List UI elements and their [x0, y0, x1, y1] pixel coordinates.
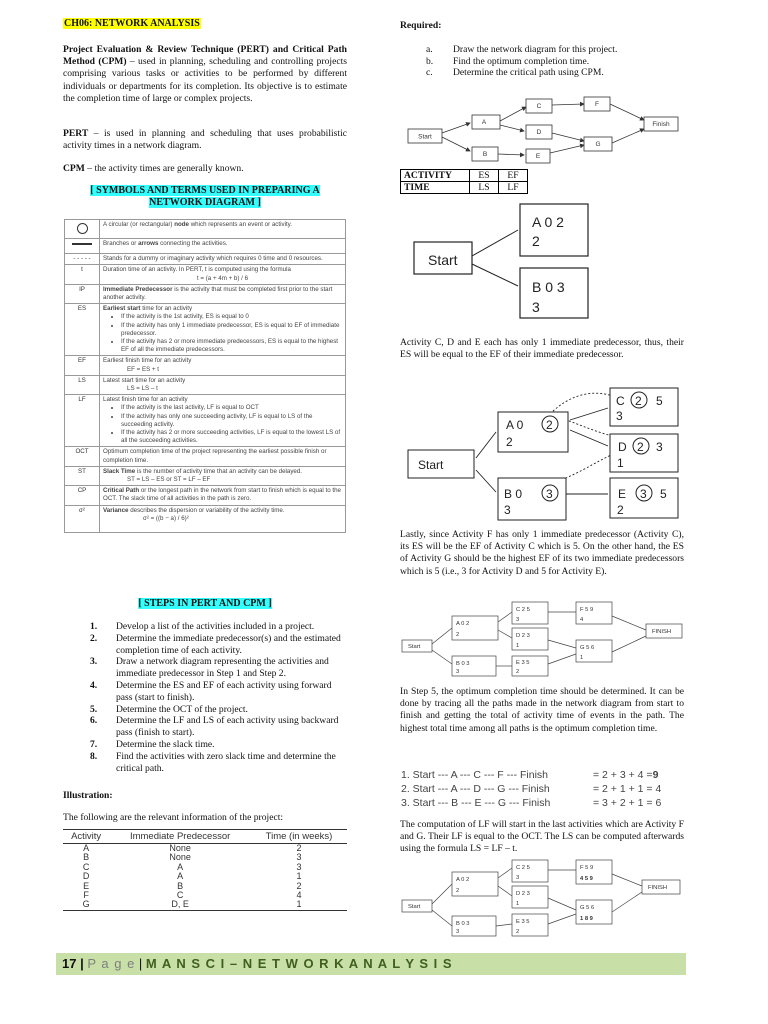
fp-d-ef: 3 — [656, 440, 663, 454]
step-text: Determine the OCT of the project. — [116, 703, 248, 715]
ff-e-t: 2 — [516, 669, 520, 675]
activity-b-time: 3 — [532, 299, 540, 315]
symbol-row — [65, 447, 346, 466]
activity-b-values: B 0 3 — [532, 279, 565, 295]
step-text: Determine the slack time. — [116, 738, 215, 750]
required-text: Find the optimum completion time. — [453, 55, 590, 67]
bp-b-t: 3 — [456, 929, 460, 935]
step-number: 5. — [90, 703, 98, 715]
symbol-row — [65, 356, 346, 375]
ff-c-t: 3 — [516, 617, 520, 623]
ff-b-t: 3 — [456, 669, 460, 675]
activity-table-row — [63, 882, 347, 891]
step-number: 1. — [90, 621, 98, 632]
steps-heading: [ STEPS IN PERT AND CPM ] — [138, 598, 272, 609]
path-row — [401, 769, 685, 783]
activity-table-row — [63, 872, 347, 881]
footer-separator: | — [76, 956, 88, 971]
legend-row — [401, 170, 528, 182]
activity-table-cell: 1 — [296, 871, 302, 882]
activity-table-row — [63, 863, 347, 872]
legend-cell: TIME — [401, 182, 470, 194]
ls-description: Latest start time for an activity LS = LS – t — [100, 375, 346, 394]
ff-a: A 0 2 — [456, 621, 470, 627]
path-route: 3. Start --- B --- E --- G --- Finish — [401, 797, 551, 809]
node-symbol-cell — [65, 220, 100, 239]
step-number: 6. — [90, 715, 98, 727]
network-diagram-full-forward — [400, 600, 690, 678]
symbol-row — [65, 466, 346, 485]
bp-b: B 0 3 — [456, 921, 470, 927]
ff-g: G 5 6 — [580, 645, 595, 651]
step-item — [90, 680, 347, 704]
ff-b: B 0 3 — [456, 661, 470, 667]
path-route: 1. Start --- A --- C --- F --- Finish — [401, 769, 548, 781]
illustration-label: Illustration: — [63, 790, 113, 801]
bp-f-ls: 4 5 9 — [580, 876, 593, 882]
page-number: 17 — [62, 956, 77, 971]
activity-a-time: 2 — [532, 233, 540, 249]
activity-table-cell: 3 — [296, 861, 302, 872]
symbol-row — [65, 220, 346, 239]
fp-e-es: E — [618, 487, 627, 501]
path-row — [401, 783, 685, 797]
fp-start-label: Start — [418, 458, 444, 472]
network-diagram-start — [410, 200, 610, 320]
start-box-label: Start — [428, 252, 458, 268]
activity-table-row — [63, 900, 347, 910]
activity-table-cell: A — [83, 843, 90, 853]
activity-table-cell: D — [82, 871, 90, 882]
arrow-description: Branches or arrows connecting the activities. — [100, 239, 346, 254]
step-number: 3. — [90, 656, 98, 668]
step-text: Determine the immediate predecessor(s) and the estimated completion time of each activity. — [116, 632, 341, 656]
symbols-heading-line2: NETWORK DIAGRAM ] — [149, 197, 261, 208]
legend-cell: EF — [499, 170, 528, 182]
ff-start: Start — [408, 644, 421, 650]
required-text: Draw the network diagram for this project. — [453, 44, 618, 55]
bp-e: E 3 5 — [516, 919, 530, 925]
step-item — [90, 633, 347, 657]
ff-a-t: 2 — [456, 632, 460, 638]
node-g-label: G — [595, 141, 601, 148]
required-item — [426, 67, 617, 79]
pert-cpm-intro — [63, 44, 347, 105]
paragraph-step5: In Step 5, the optimum completion time should be determined. It can be done by tracing all the paths made in the network diagram from start to finish and getting the total of activity time of events in the path. The highest total time among all paths is the optimum completion time. — [400, 686, 684, 734]
dummy-symbol-cell: - - - - - — [65, 254, 100, 265]
fp-c-time: 3 — [616, 409, 623, 423]
step-text: Draw a network diagram representing the activities and immediate predecessor in Step 1 and Step 2. — [116, 656, 329, 680]
node-finish-label: Finish — [652, 121, 670, 128]
path-sum: = 2 + 3 + 4 = — [593, 769, 653, 781]
pert-text: – is used in planning and scheduling that uses probabilistic activity times in a network diagram. — [63, 128, 347, 152]
pert-definition — [63, 128, 347, 152]
step-text: Determine the ES and EF of each activity using forward pass (start to finish). — [116, 679, 332, 703]
legend-cell: ES — [470, 170, 499, 182]
ls-key: LS — [65, 375, 100, 394]
activity-a-values: A 0 2 — [532, 214, 564, 230]
node-a-label: A — [481, 119, 487, 126]
fp-d-es-value: 2 — [637, 440, 644, 454]
ff-d: D 2 3 — [516, 633, 530, 639]
fp-e-es-value: 3 — [640, 487, 647, 501]
symbol-row — [65, 375, 346, 394]
path-totals — [401, 769, 685, 811]
step-item — [90, 751, 347, 775]
symbol-row — [65, 254, 346, 265]
node-b-label: B — [482, 151, 488, 158]
ff-d-t: 1 — [516, 643, 520, 649]
variance-description: Variance describes the dispersion or variability of the activity time. σ² = ((b − a) / 6)² — [100, 505, 346, 532]
network-diagram-backward-pass — [400, 856, 690, 940]
cpm-definition — [63, 163, 347, 175]
lf-bullets: • If the activity is the last activity, LF is equal to OCT • If the activity has only one succeeding activity, LF is equal to LS of the succeeding activity. • If the activity has 2 or more succeeding activities, LF is equal to the lowest LS of all the succeeding activities. — [103, 404, 342, 445]
activity-table-cell: 1 — [251, 900, 347, 910]
activity-table-cell: B — [177, 880, 184, 891]
activity-table-header: Time (in weeks) — [251, 830, 347, 844]
step-item — [90, 656, 347, 680]
step-item — [90, 715, 347, 739]
ff-f: F 5 9 — [580, 607, 594, 613]
path-row — [401, 797, 685, 811]
activity-table-cell: 2 — [296, 843, 302, 853]
symbol-row — [65, 486, 346, 505]
symbol-row — [65, 284, 346, 303]
page-footer — [56, 953, 686, 975]
fp-b-time: 3 — [504, 503, 511, 517]
activity-table-cell: C — [82, 861, 90, 872]
arrow-icon — [72, 243, 92, 245]
path-sum: = 3 + 2 + 1 = 6 — [593, 797, 662, 809]
activity-table-row — [63, 844, 347, 854]
bp-e-t: 2 — [516, 929, 520, 935]
cpm-term: CPM — [63, 163, 85, 174]
required-text: Determine the critical path using CPM. — [453, 67, 604, 78]
network-diagram-basic — [400, 93, 690, 165]
pert-term: PERT — [63, 128, 89, 139]
symbol-row — [65, 505, 346, 532]
oct-description: Optimum completion time of the project representing the earliest possible finish or completion time. — [100, 447, 346, 466]
es-key: ES — [65, 304, 100, 356]
es-bullets: • If the activity is the 1st activity, ES is equal to 0 • If the activity has only 1 immediate predecessor, ES is equal to EF of immediate predecessor. • If the activity has 2 or more immediate predecessors, ES is equal to the highest EF of all the immediate predecessors. — [103, 313, 342, 354]
st-key: ST — [65, 466, 100, 485]
symbols-heading-line1: [ SYMBOLS AND TERMS USED IN PREPARING A — [90, 185, 320, 196]
fp-b-es: B 0 — [504, 487, 523, 501]
activity-table-cell: None — [169, 852, 191, 863]
step-number: 4. — [90, 679, 98, 691]
activity-table-row — [63, 853, 347, 862]
cp-key: CP — [65, 486, 100, 505]
symbols-table — [64, 219, 346, 533]
network-diagram-forward-pass — [404, 386, 694, 522]
activity-table — [63, 829, 347, 911]
activity-table-cell: B — [83, 852, 90, 863]
activity-table-cell: F — [83, 890, 89, 901]
required-list — [426, 44, 617, 79]
symbol-row — [65, 265, 346, 284]
bp-d: D 2 3 — [516, 891, 530, 897]
ef-key: EF — [65, 356, 100, 375]
fp-e-time: 2 — [617, 503, 624, 517]
step-item — [90, 739, 347, 751]
step-text: Develop a list of the activities included in a project. — [116, 621, 315, 632]
step-number: 7. — [90, 738, 98, 750]
t-formula: t = (a + 4m + b) / 6 — [196, 274, 249, 282]
fp-e-ef: 5 — [660, 487, 667, 501]
fp-a-ef: 2 — [546, 418, 553, 432]
activity-table-cell: D, E — [109, 900, 251, 910]
bp-finish: FINISH — [648, 885, 668, 891]
ip-description: Immediate Predecessor is the activity that must be completed first prior to the start another activity. — [100, 284, 346, 303]
node-e-label: E — [535, 153, 541, 160]
bp-g-ls: 1 8 9 — [580, 916, 593, 922]
fp-a-es: A 0 — [506, 418, 524, 432]
required-item — [426, 44, 617, 56]
required-letter: c. — [426, 67, 433, 78]
node-c-label: C — [536, 103, 542, 110]
node-f-label: F — [595, 101, 599, 108]
fp-c-es: C — [616, 394, 625, 408]
symbol-row — [65, 395, 346, 447]
symbol-row — [65, 239, 346, 254]
steps-list — [90, 621, 347, 774]
ef-description: Earliest finish time for an activity EF = ES + t — [100, 356, 346, 375]
legend-cell: LS — [470, 182, 499, 194]
activity-table-cell: A — [177, 861, 184, 872]
bp-c: C 2 5 — [516, 865, 530, 871]
footer-separator-2: | — [135, 956, 146, 971]
required-item — [426, 56, 617, 68]
step-item — [90, 621, 347, 633]
activity-table-header: Activity — [63, 830, 109, 844]
fp-b-ef: 3 — [546, 487, 553, 501]
activity-table-cell: 3 — [296, 852, 302, 863]
page-word: P a g e — [87, 956, 136, 971]
bp-start: Start — [408, 904, 421, 910]
es-description: Earliest start time for an activity • If the activity is the 1st activity, ES is equal to 0 • If the activity has only 1 immediate predecessor, ES is equal to EF of immediate predecessor. • If the activity has 2 or more immediate predecessors, ES is equal to the highest EF of all the immediate predecessors. — [100, 304, 346, 356]
required-letter: b. — [426, 55, 434, 67]
pert-cpm-definition: – used in planning, scheduling and controlling projects comprising various tasks or activities to be performed by different individuals or departments for its completion. Its objective is to estimate the completion time of large or complex projects. — [63, 56, 348, 104]
bp-a: A 0 2 — [456, 877, 470, 883]
node-d-label: D — [536, 129, 542, 136]
bp-a-t: 2 — [456, 888, 460, 894]
fp-c-ef: 5 — [656, 394, 663, 408]
path-total: 9 — [652, 769, 659, 781]
activity-table-cell: A — [177, 871, 184, 882]
bp-d-t: 1 — [516, 901, 520, 907]
variance-key: σ² — [65, 505, 100, 532]
legend-table — [400, 169, 528, 194]
lf-key: LF — [65, 395, 100, 447]
node-description: A circular (or rectangular) node which represents an event or activity. — [100, 220, 346, 239]
arrow-symbol-cell — [65, 239, 100, 254]
node-circle-icon — [77, 223, 88, 234]
required-label: Required: — [400, 20, 442, 31]
ip-key: IP — [65, 284, 100, 303]
t-description: Duration time of an activity. In PERT, t is computed using the formula t = (a + 4m + b) / 6 — [100, 265, 346, 284]
illustration-text: The following are the relevant information of the project: — [63, 812, 284, 823]
dummy-description: Stands for a dummy or imaginary activity which requires 0 time and 0 resources. — [100, 254, 346, 265]
ff-finish: FINISH — [652, 629, 672, 635]
activity-table-cell: G — [63, 900, 109, 910]
bp-f: F 5 9 — [580, 865, 594, 871]
ff-c: C 2 5 — [516, 607, 530, 613]
bp-g: G 5 6 — [580, 905, 595, 911]
symbol-row — [65, 304, 346, 356]
step-number: 8. — [90, 750, 98, 762]
ff-g-t: 1 — [580, 655, 584, 661]
node-start-label: Start — [418, 133, 432, 141]
ff-e: E 3 5 — [516, 660, 530, 666]
activity-table-cell: E — [83, 880, 90, 891]
t-key: t — [65, 265, 100, 284]
step-text: Find the activities with zero slack time and determine the critical path. — [116, 750, 336, 774]
paragraph-f-g: Lastly, since Activity F has only 1 immediate predecessor (Activity C), its ES will be the EF of Activity C which is 5. On the other hand, the ES of Activity G should be the highest EF of its two immediate predecessors which is 5 (i.e., 3 for Activity D and 5 for Activity E). — [400, 529, 684, 577]
symbols-heading — [63, 185, 347, 209]
cp-description: Critical Path or the longest path in the network from start to finish which is equal to the OCT. The slack time of all activities in the path is zero. — [100, 486, 346, 505]
path-sum: = 2 + 1 + 1 = 4 — [593, 783, 662, 795]
activity-table-cell: 2 — [296, 880, 302, 891]
pert-cpm-term: Project Evaluation & Review Technique (PERT) and Critical Path Method (CPM) — [63, 44, 347, 68]
activity-table-cell: 4 — [296, 890, 302, 901]
activity-table-cell: C — [176, 890, 184, 901]
oct-key: OCT — [65, 447, 100, 466]
fp-c-es-value: 2 — [635, 394, 642, 408]
fp-a-time: 2 — [506, 435, 513, 449]
fp-d-time: 1 — [617, 456, 624, 470]
activity-table-header: Immediate Predecessor — [109, 830, 251, 844]
activity-table-cell: None — [169, 843, 191, 853]
activity-table-row — [63, 891, 347, 900]
lf-description: Latest finish time for an activity • If the activity is the last activity, LF is equal to OCT • If the activity has only one succeeding activity, LF is equal to LS of the succeeding activity. • If the activity has 2 or more succeeding activities, LF is equal to the lowest LS of all the succeeding activities. — [100, 395, 346, 447]
step-number: 2. — [90, 632, 98, 644]
st-description: Slack Time is the number of activity time that an activity can be delayed. ST = LS – ES or ST = LF – EF — [100, 466, 346, 485]
fp-d-es: D — [618, 440, 627, 454]
legend-cell: ACTIVITY — [401, 170, 470, 182]
paragraph-cde: Activity C, D and E each has only 1 immediate predecessor, thus, their ES will be equal to the EF of their immediate predecessor. — [400, 337, 684, 361]
required-letter: a. — [426, 44, 433, 55]
legend-row — [401, 182, 528, 194]
legend-cell: LF — [499, 182, 528, 194]
step-text: Determine the LF and LS of each activity using backward pass (finish to start). — [116, 715, 339, 739]
paragraph-lf: The computation of LF will start in the last activities which are Activity F and G. Their LF is equal to the OCT. The LS can be computed afterwards using the formula LS = LF – t. — [400, 819, 684, 855]
path-route: 2. Start --- A --- D --- G --- Finish — [401, 783, 550, 795]
course-title: M A N S C I – N E T W O R K A N A L Y S I S — [145, 956, 453, 971]
ff-f-t: 4 — [580, 617, 584, 623]
step-item — [90, 704, 347, 716]
chapter-title: CH06: NETWORK ANALYSIS — [64, 18, 200, 29]
cpm-text: – the activity times are generally known. — [84, 163, 244, 174]
bp-c-t: 3 — [516, 875, 520, 881]
